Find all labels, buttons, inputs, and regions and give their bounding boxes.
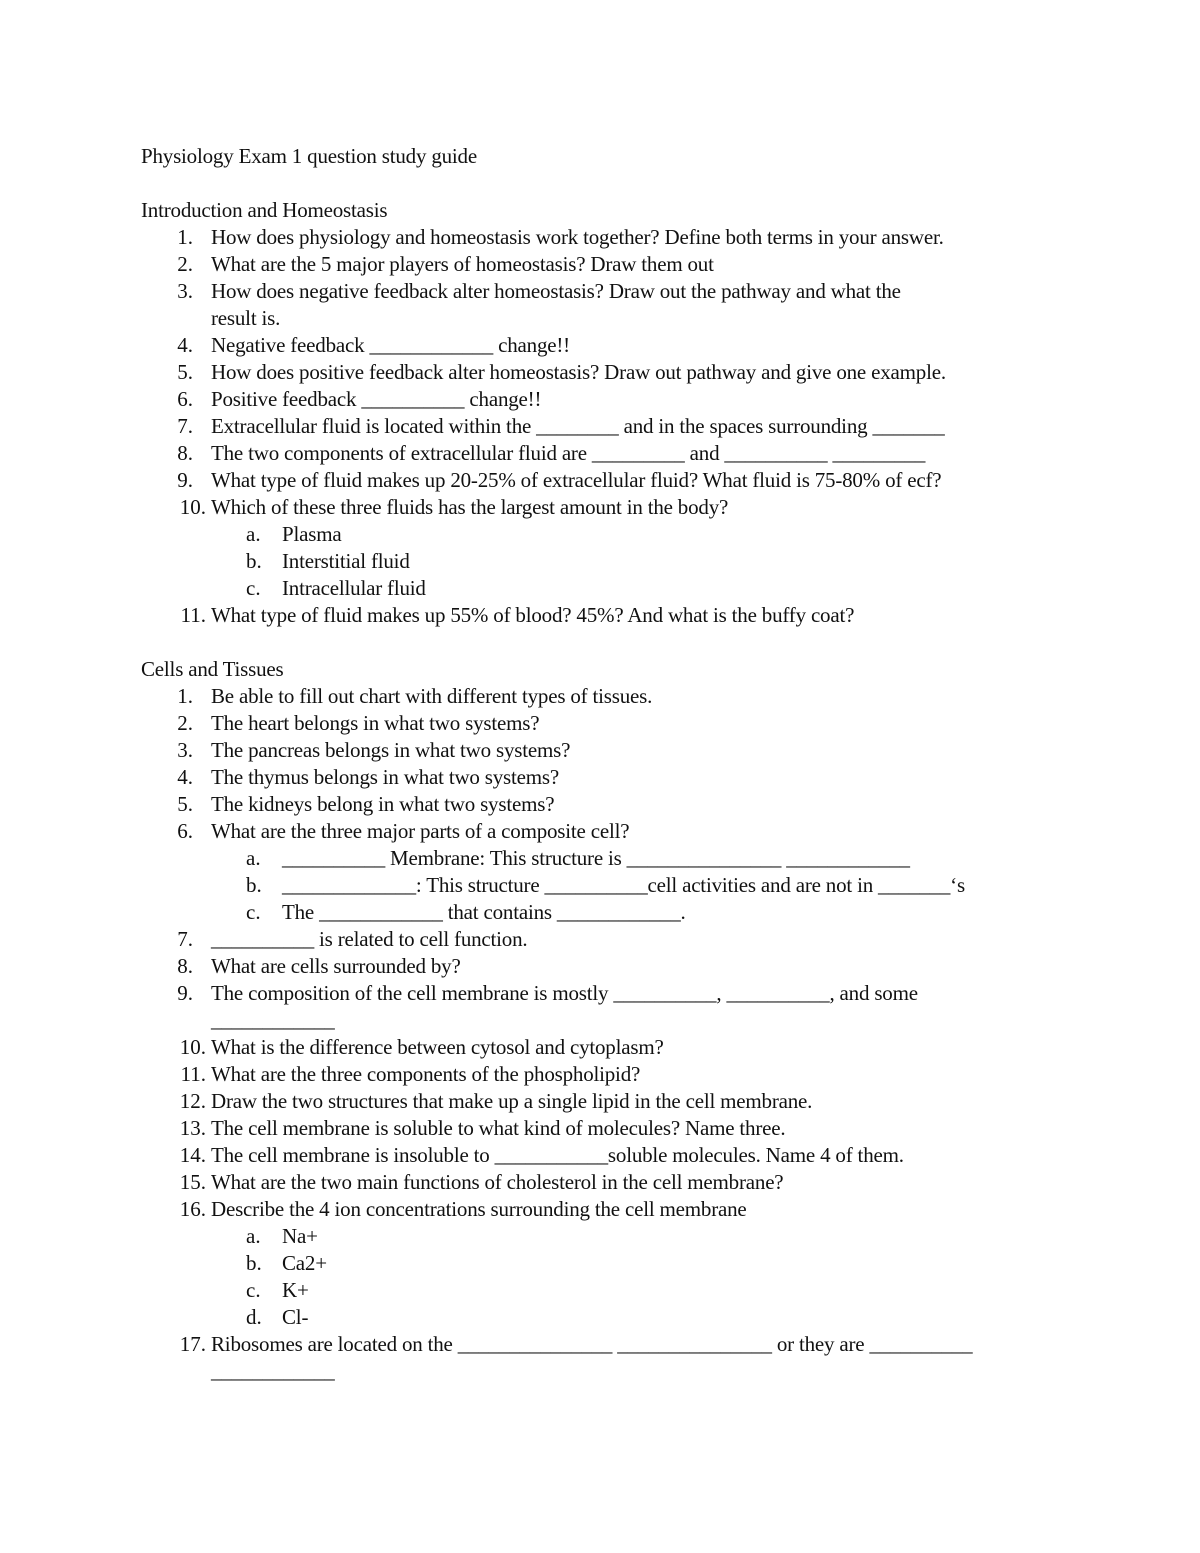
question-text: Extracellular fluid is located within the ________ and in the spaces surrounding _______ [211, 414, 945, 438]
list-number: 10. [179, 1035, 206, 1059]
question-text: How does physiology and homeostasis work together? Define both terms in your answer. [211, 225, 944, 249]
list-number: 1. [177, 684, 193, 708]
list-number: 15. [179, 1170, 206, 1194]
question-text: The thymus belongs in what two systems? [211, 765, 560, 789]
section-heading-cells: Cells and Tissues [141, 657, 284, 681]
list-number: 9. [177, 981, 193, 1005]
question-text-continued: ____________ [211, 1359, 335, 1383]
list-number: 5. [177, 360, 193, 384]
list-number: 6. [177, 387, 193, 411]
sublist-letter: b. [246, 549, 262, 573]
question-text: What are cells surrounded by? [211, 954, 461, 978]
question-text: __________ is related to cell function. [211, 927, 528, 951]
sublist-letter: c. [246, 576, 261, 600]
list-number: 3. [177, 738, 193, 762]
list-number: 8. [177, 441, 193, 465]
question-text: Describe the 4 ion concentrations surrounding the cell membrane [211, 1197, 747, 1221]
list-number: 7. [177, 414, 193, 438]
question-text: The pancreas belongs in what two systems? [211, 738, 571, 762]
question-text: The two components of extracellular fluid are _________ and __________ _________ [211, 441, 926, 465]
sublist-letter: d. [246, 1305, 262, 1329]
fill-in-line: _____________: This structure __________cell activities and are not in _______‘s [282, 873, 965, 897]
question-text: What is the difference between cytosol and cytoplasm? [211, 1035, 664, 1059]
question-text: Positive feedback __________ change!! [211, 387, 542, 411]
sublist-letter: b. [246, 873, 262, 897]
question-text: What are the two main functions of cholesterol in the cell membrane? [211, 1170, 784, 1194]
list-number: 8. [177, 954, 193, 978]
question-text: Draw the two structures that make up a single lipid in the cell membrane. [211, 1089, 813, 1113]
list-number: 4. [177, 765, 193, 789]
list-number: 5. [177, 792, 193, 816]
ion-item: Ca2+ [282, 1251, 327, 1275]
list-number: 11. [180, 1062, 206, 1086]
question-text: Which of these three fluids has the largest amount in the body? [211, 495, 729, 519]
answer-option: Intracellular fluid [282, 576, 426, 600]
question-text: The heart belongs in what two systems? [211, 711, 540, 735]
sublist-letter: a. [246, 846, 261, 870]
sublist-letter: b. [246, 1251, 262, 1275]
list-number: 7. [177, 927, 193, 951]
list-number: 3. [177, 279, 193, 303]
sublist-letter: a. [246, 1224, 261, 1248]
list-number: 2. [177, 252, 193, 276]
question-text: How does positive feedback alter homeostasis? Draw out pathway and give one example. [211, 360, 946, 384]
question-text-continued: result is. [211, 306, 281, 330]
list-number: 9. [177, 468, 193, 492]
list-number: 6. [177, 819, 193, 843]
question-text: The cell membrane is soluble to what kind of molecules? Name three. [211, 1116, 786, 1140]
section-heading-intro: Introduction and Homeostasis [141, 198, 388, 222]
list-number: 11. [180, 603, 206, 627]
question-text: What are the 5 major players of homeostasis? Draw them out [211, 252, 714, 276]
ion-item: K+ [282, 1278, 309, 1302]
list-number: 16. [179, 1197, 206, 1221]
question-text: The kidneys belong in what two systems? [211, 792, 555, 816]
question-text: What type of fluid makes up 55% of blood? 45%? And what is the buffy coat? [211, 603, 855, 627]
fill-in-line: __________ Membrane: This structure is _______________ ____________ [282, 846, 910, 870]
list-number: 2. [177, 711, 193, 735]
list-number: 10. [179, 495, 206, 519]
question-text: Negative feedback ____________ change!! [211, 333, 570, 357]
sublist-letter: a. [246, 522, 261, 546]
question-text: The cell membrane is insoluble to ___________soluble molecules. Name 4 of them. [211, 1143, 904, 1167]
list-number: 12. [179, 1089, 206, 1113]
list-number: 1. [177, 225, 193, 249]
page-title: Physiology Exam 1 question study guide [141, 144, 477, 168]
question-text-continued: ____________ [211, 1008, 335, 1032]
list-number: 13. [179, 1116, 206, 1140]
list-number: 14. [179, 1143, 206, 1167]
question-text: What are the three components of the phospholipid? [211, 1062, 641, 1086]
question-text: What type of fluid makes up 20-25% of extracellular fluid? What fluid is 75-80% of ecf? [211, 468, 942, 492]
question-text: What are the three major parts of a composite cell? [211, 819, 630, 843]
list-number: 4. [177, 333, 193, 357]
question-text: Be able to fill out chart with different types of tissues. [211, 684, 653, 708]
question-text: The composition of the cell membrane is mostly __________, __________, and some [211, 981, 918, 1005]
answer-option: Interstitial fluid [282, 549, 410, 573]
ion-item: Na+ [282, 1224, 318, 1248]
sublist-letter: c. [246, 1278, 261, 1302]
question-text: How does negative feedback alter homeostasis? Draw out the pathway and what the [211, 279, 901, 303]
fill-in-line: The ____________ that contains ____________. [282, 900, 686, 924]
sublist-letter: c. [246, 900, 261, 924]
question-text: Ribosomes are located on the _______________ _______________ or they are __________ [211, 1332, 973, 1356]
ion-item: Cl- [282, 1305, 309, 1329]
answer-option: Plasma [282, 522, 342, 546]
list-number: 17. [179, 1332, 206, 1356]
